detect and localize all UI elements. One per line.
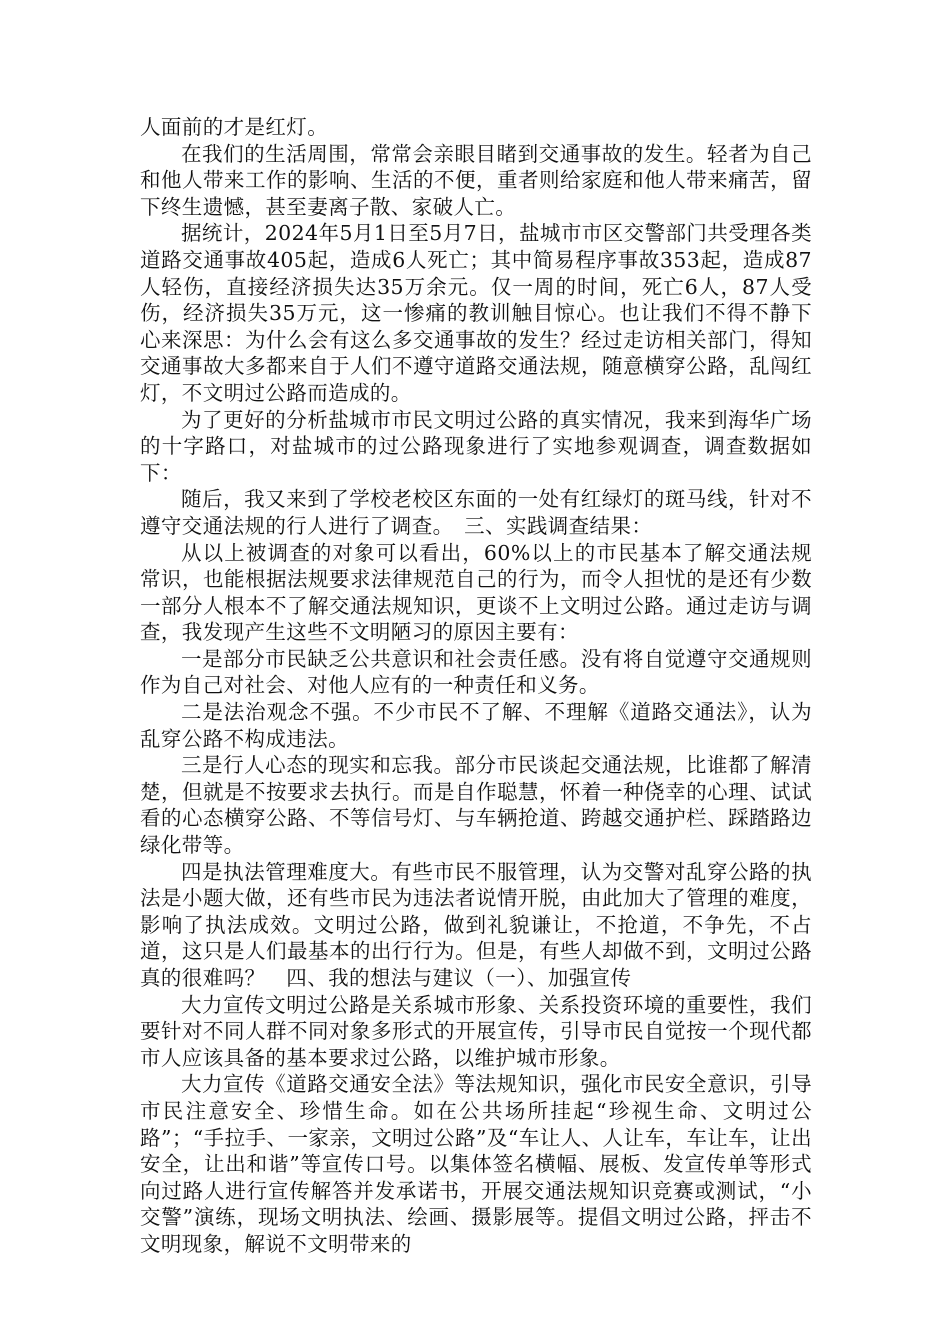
paragraph: 据统计，2024年5月1日至5月7日，盐城市市区交警部门共受理各类道路交通事故405起，造成6人死亡；其中简易程序事故353起，造成87人轻伤，直接经济损失达35万余元。仅一周的时间，死亡6人，87人受伤，经济损失35万元，这一惨痛的教训触目惊心。也让我们不得不静下心来深思：为什么会有这么多交通事故的发生？经过走访相关部门，得知交通事故大多都来自于人们不遵守道路交通法规，随意横穿公路，乱闯红灯，不文明过公路而造成的。 bbox=[140, 221, 812, 405]
paragraph: 人面前的才是红灯。 bbox=[140, 115, 329, 139]
paragraph: 在我们的生活周围，常常会亲眼目睹到交通事故的发生。轻者为自己和他人带来工作的影响、生活的不便，重者则给家庭和他人带来痛苦，留下终生遗憾，甚至妻离子散、家破人亡。 bbox=[140, 141, 812, 219]
paragraph: 大力宣传文明过公路是关系城市形象、关系投资环境的重要性，我们要针对不同人群不同对象多形式的开展宣传，引导市民自觉按一个现代都市人应该具备的基本要求过公路，以维护城市形象。 bbox=[140, 992, 812, 1070]
paragraph: 随后，我又来到了学校老校区东面的一处有红绿灯的斑马线，针对不遵守交通法规的行人进行了调查。 三、实践调查结果： bbox=[140, 487, 812, 538]
paragraph: 从以上被调查的对象可以看出，60%以上的市民基本了解交通法规常识，也能根据法规要求法律规范自己的行为，而令人担忧的是还有少数一部分人根本不了解交通法规知识，更谈不上文明过公路。通过走访与调查，我发现产生这些不文明陋习的原因主要有： bbox=[140, 540, 812, 645]
paragraph: 二是法治观念不强。不少市民不了解、不理解《道路交通法》，认为乱穿公路不构成违法。 bbox=[140, 700, 812, 751]
paragraph: 四是执法管理难度大。有些市民不服管理，认为交警对乱穿公路的执法是小题大做，还有些市民为违法者说情开脱，由此加大了管理的难度，影响了执法成效。文明过公路，做到礼貌谦让，不抢道，不争先，不占道，这只是人们最基本的出行行为。但是，有些人却做不到，文明过公路真的很难吗？ 四、我的想法与建议（一）、加强宣传 bbox=[140, 859, 812, 990]
paragraph: 一是部分市民缺乏公共意识和社会责任感。没有将自觉遵守交通规则作为自己对社会、对他人应有的一种责任和义务。 bbox=[140, 646, 812, 698]
paragraph: 为了更好的分析盐城市市民文明过公路的真实情况，我来到海华广场的十字路口，对盐城市的过公路现象进行了实地参观调查，调查数据如下： bbox=[140, 407, 812, 485]
document-body bbox=[140, 114, 812, 1258]
paragraph: 大力宣传《道路交通安全法》等法规知识，强化市民安全意识，引导市民注意安全、珍惜生命。如在公共场所挂起“珍视生命、文明过公路”；“手拉手、一家亲，文明过公路”及“车让人、人让车，车让车，让出安全，让出和谐”等宣传口号。以集体签名横幅、展板、发宣传单等形式向过路人进行宣传解答并发承诺书，开展交通法规知识竞赛或测试，“小交警”演练，现场文明执法、绘画、摄影展等。提倡文明过公路，抨击不文明现象，解说不文明带来的 bbox=[140, 1072, 812, 1256]
paragraph: 三是行人心态的现实和忘我。部分市民谈起交通法规，比谁都了解清楚，但就是不按要求去执行。而是自作聪慧，怀着一种侥幸的心理、试试看的心态横穿公路、不等信号灯、与车辆抢道、跨越交通护栏、踩踏路边绿化带等。 bbox=[140, 753, 812, 858]
